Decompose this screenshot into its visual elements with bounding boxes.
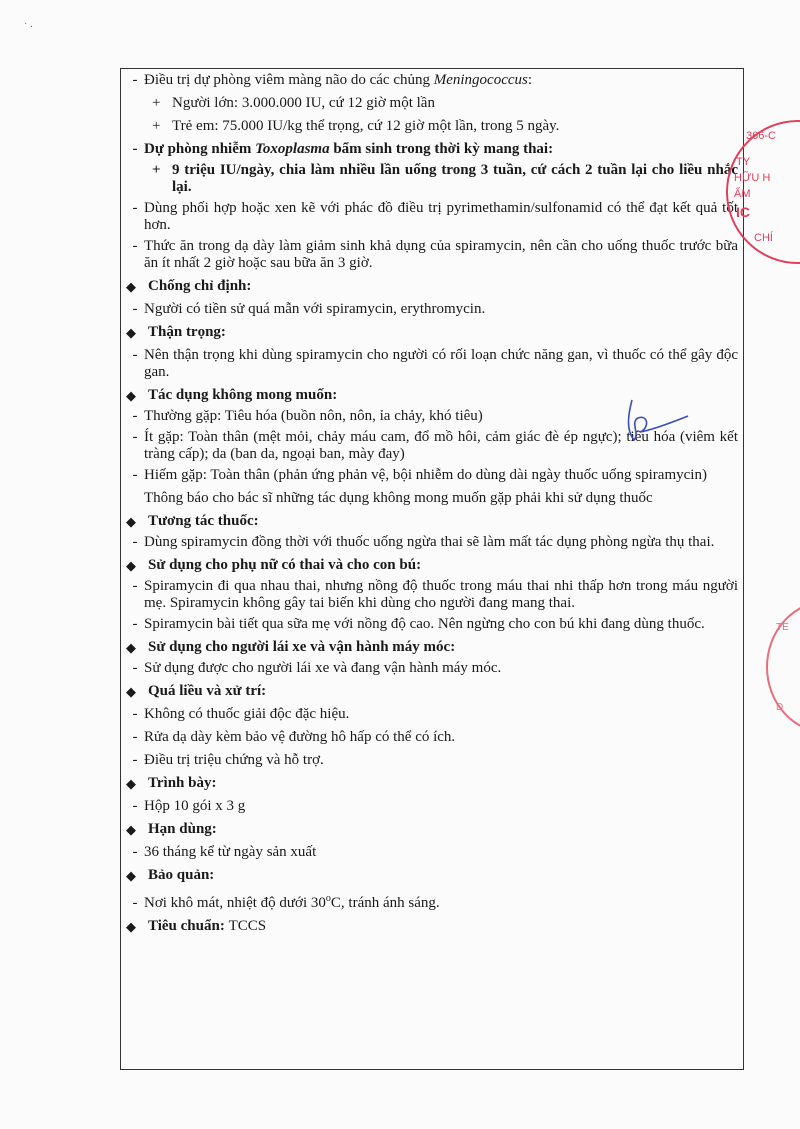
diamond-bullet-icon: ◆ — [126, 640, 136, 655]
toxoplasma-dose: + 9 triệu IU/ngày, chia làm nhiều lần uống trong 3 tuần, cứ cách 2 tuần lại cho liều nhắc lại. — [152, 162, 738, 195]
meningococcus-line: - Điều trị dự phòng viêm màng não do các chủng Meningococcus: — [126, 72, 738, 89]
scan-speck: ˙ · — [24, 22, 34, 33]
diamond-bullet-icon: ◆ — [126, 868, 136, 883]
caution-heading: ◆ Thận trọng: — [126, 324, 226, 340]
overdose-item: - Điều trị triệu chứng và hỗ trợ. — [126, 752, 738, 769]
storage-item: - Nơi khô mát, nhiệt độ dưới 30$^o$C, tránh ánh sáng. — [126, 890, 738, 912]
diamond-bullet-icon: ◆ — [126, 822, 136, 837]
contraindication-heading: ◆ Chống chỉ định: — [126, 278, 252, 294]
overdose-heading: ◆ Quá liều và xử trí: — [126, 683, 267, 699]
interaction-heading: ◆ Tương tác thuốc: — [126, 513, 259, 529]
adult-dose: + Người lớn: 3.000.000 IU, cứ 12 giờ một lần — [152, 95, 435, 111]
diamond-bullet-icon: ◆ — [126, 558, 136, 573]
company-stamp-side: TE D — [766, 600, 800, 734]
expiry-item: - 36 tháng kể từ ngày sản xuất — [126, 844, 738, 861]
diamond-bullet-icon: ◆ — [126, 325, 136, 340]
adverse-common: - Thường gặp: Tiêu hóa (buồn nôn, nôn, ỉa chảy, khó tiêu) — [126, 408, 738, 425]
signature-mark — [618, 390, 698, 450]
adverse-rare: - Hiếm gặp: Toàn thân (phản ứng phản vệ, bội nhiễm do dùng dài ngày thuốc uống spiramycin) — [126, 467, 738, 484]
driving-item: - Sử dụng được cho người lái xe và đang vận hành máy móc. — [126, 660, 738, 677]
contraindication-item: - Người có tiền sử quá mẫn với spiramycin, erythromycin. — [126, 301, 738, 318]
food-note: - Thức ăn trong dạ dày làm giảm sinh khả dụng của spiramycin, nên cần cho uống thuốc trước bữa ăn ít nhất 2 giờ hoặc sau bữa ăn 3 giờ. — [126, 238, 738, 272]
overdose-item: - Không có thuốc giải độc đặc hiệu. — [126, 706, 738, 723]
document-body — [126, 70, 738, 935]
presentation-heading: ◆ Trình bày: — [126, 775, 217, 791]
company-stamp-top: 366-C TY HỮU H ẨM IC CHÍ — [726, 120, 800, 264]
diamond-bullet-icon: ◆ — [126, 279, 136, 294]
lactation-item: - Spiramycin bài tiết qua sữa mẹ với nồng độ cao. Nên ngừng cho con bú khi đang dùng thuốc. — [126, 616, 738, 633]
adverse-uncommon: - Ít gặp: Toàn thân (mệt mỏi, chảy máu cam, đổ mồ hôi, cảm giác đè ép ngực); tiêu hóa (viêm kết tràng cấp); da (ban da, ngoại ban, mày đay) — [126, 429, 738, 463]
expiry-heading: ◆ Hạn dùng: — [126, 821, 217, 837]
caution-item: - Nên thận trọng khi dùng spiramycin cho người có rối loạn chức năng gan, vì thuốc có thể gây độc gan. — [126, 347, 738, 381]
diamond-bullet-icon: ◆ — [126, 514, 136, 529]
presentation-item: - Hộp 10 gói x 3 g — [126, 798, 738, 815]
diamond-bullet-icon: ◆ — [126, 776, 136, 791]
combination-note: - Dùng phối hợp hoặc xen kẽ với phác đồ điều trị pyrimethamin/sulfonamid có thể đạt kết quả tốt hơn. — [126, 200, 738, 234]
overdose-item: - Rửa dạ dày kèm bảo vệ đường hô hấp có thể có ích. — [126, 729, 738, 746]
standard-heading: ◆ Tiêu chuẩn: TCCS — [126, 918, 267, 934]
interaction-item: - Dùng spiramycin đồng thời với thuốc uống ngừa thai sẽ làm mất tác dụng phòng ngừa thụ thai. — [126, 534, 738, 551]
driving-heading: ◆ Sử dụng cho người lái xe và vận hành máy móc: — [126, 639, 456, 655]
adverse-notice: Thông báo cho bác sĩ những tác dụng không mong muốn gặp phải khi sử dụng thuốc — [144, 490, 653, 506]
diamond-bullet-icon: ◆ — [126, 388, 136, 403]
storage-heading: ◆ Bảo quản: — [126, 867, 215, 883]
diamond-bullet-icon: ◆ — [126, 684, 136, 699]
pregnancy-heading: ◆ Sử dụng cho phụ nữ có thai và cho con bú: — [126, 557, 422, 573]
diamond-bullet-icon: ◆ — [126, 919, 136, 934]
pregnancy-item: - Spiramycin đi qua nhau thai, nhưng nồng độ thuốc trong máu thai nhi thấp hơn trong máu người mẹ. Spiramycin không gây tai biến khi dùng cho người đang mang thai. — [126, 578, 738, 612]
adverse-heading: ◆ Tác dụng không mong muốn: — [126, 387, 338, 403]
toxoplasma-line: - Dự phòng nhiễm Toxoplasma bẩm sinh trong thời kỳ mang thai: — [126, 141, 738, 158]
child-dose: + Trẻ em: 75.000 IU/kg thể trọng, cứ 12 giờ một lần, trong 5 ngày. — [152, 118, 560, 134]
